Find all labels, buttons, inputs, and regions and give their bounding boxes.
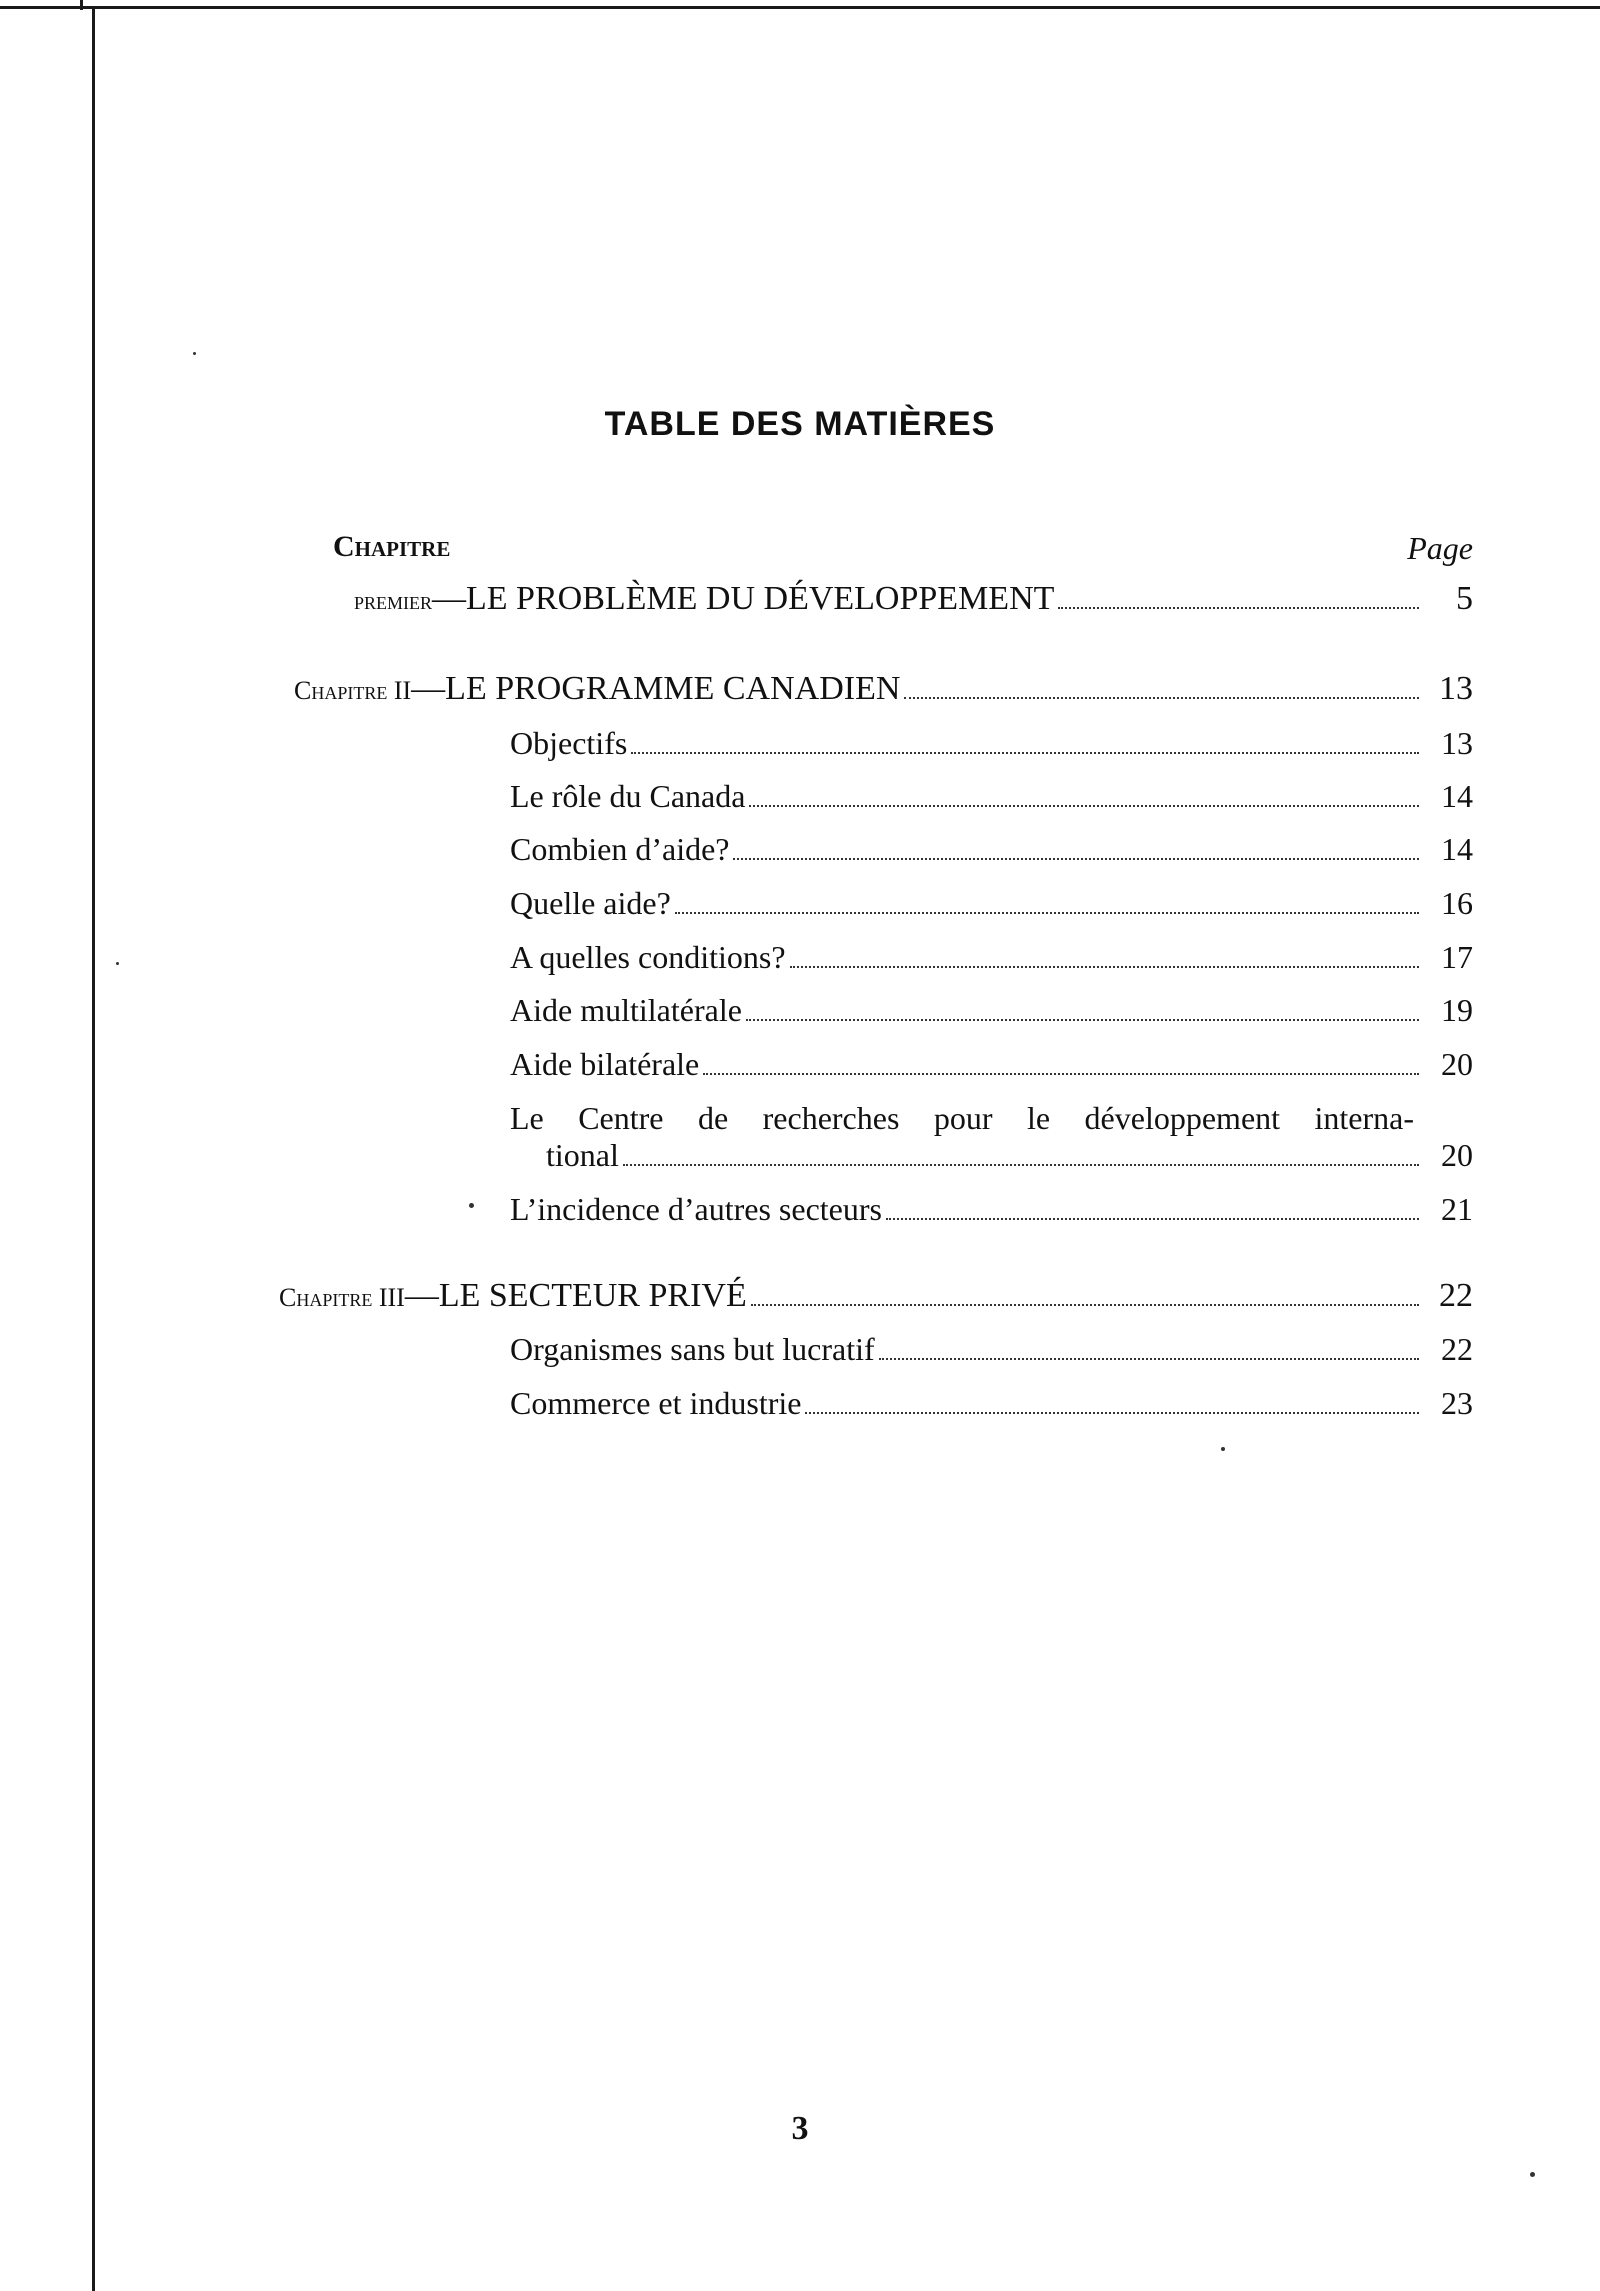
entry-label: Objectifs — [510, 725, 628, 761]
dot-leader — [703, 1073, 1419, 1075]
dot-leader — [623, 1164, 1419, 1166]
scan-mark — [80, 0, 101, 10]
entry-label: Combien d’aide? — [510, 831, 730, 867]
entry-label: Quelle aide? — [510, 885, 671, 921]
page-number: 22 — [1441, 1331, 1473, 1367]
scan-border-left — [92, 6, 95, 2291]
dot-leader — [904, 697, 1419, 699]
chapter-dash: — — [404, 1277, 439, 1314]
toc-entry-wrapped-line[interactable]: Le Centre de recherches pour le développement interna- — [510, 1100, 1414, 1136]
chapter-prefix: Chapitre III — [279, 1283, 405, 1312]
column-header-page: Page — [1407, 530, 1473, 566]
scan-speck — [116, 962, 119, 965]
chapter-dash: — — [432, 580, 467, 617]
entry-label: Aide bilatérale — [510, 1046, 700, 1082]
entry-label: Le rôle du Canada — [510, 778, 746, 814]
dot-leader — [805, 1412, 1419, 1414]
entry-label: A quelles conditions? — [510, 939, 786, 975]
toc-entry[interactable] — [510, 939, 1473, 976]
dot-leader — [733, 858, 1419, 860]
toc-entry[interactable] — [510, 1046, 1473, 1083]
toc-entry[interactable] — [510, 1331, 1473, 1368]
toc-entry[interactable] — [510, 992, 1473, 1029]
toc-entry[interactable] — [510, 885, 1473, 922]
chapter-prefix: Chapitre II — [294, 676, 412, 705]
chapter-title: LE SECTEUR PRIVÉ — [438, 1277, 747, 1314]
toc-entry[interactable] — [510, 778, 1473, 815]
page-number: 19 — [1441, 992, 1473, 1028]
toc-entry[interactable] — [510, 725, 1473, 762]
page-number: 13 — [1439, 670, 1473, 707]
toc-chapter-3[interactable] — [279, 1277, 1473, 1315]
page-number-folio: 3 — [791, 2110, 809, 2147]
scan-border-top — [0, 6, 1600, 9]
toc-entry[interactable] — [510, 1191, 1473, 1228]
page-number: 22 — [1439, 1277, 1473, 1314]
dot-leader — [746, 1019, 1419, 1021]
page-number: 16 — [1441, 885, 1473, 921]
page-number: 14 — [1441, 778, 1473, 814]
page-number: 20 — [1441, 1137, 1473, 1173]
dot-leader — [886, 1218, 1419, 1220]
entry-label: tional — [546, 1137, 619, 1173]
dot-leader — [790, 966, 1419, 968]
toc-chapter-2[interactable] — [294, 670, 1473, 708]
dot-leader — [1058, 607, 1419, 609]
chapter-title: LE PROBLÈME DU DÉVELOPPEMENT — [466, 580, 1055, 617]
scan-speck — [193, 352, 196, 355]
toc-entry[interactable] — [510, 831, 1473, 868]
page-number: 14 — [1441, 831, 1473, 867]
dot-leader — [749, 805, 1419, 807]
entry-label: Commerce et industrie — [510, 1385, 802, 1421]
page-number: 5 — [1456, 580, 1473, 617]
scan-speck — [469, 1203, 474, 1208]
chapter-prefix: premier — [354, 586, 433, 615]
page-number: 23 — [1441, 1385, 1473, 1421]
dot-leader — [631, 752, 1419, 754]
toc-entry[interactable] — [510, 1385, 1473, 1422]
toc-chapter-1[interactable] — [354, 580, 1473, 618]
chapter-title: LE PROGRAMME CANADIEN — [445, 670, 901, 707]
scan-speck — [1530, 2172, 1535, 2177]
dot-leader — [675, 912, 1419, 914]
dot-leader — [879, 1358, 1419, 1360]
page-title: TABLE DES MATIÈRES — [604, 405, 996, 443]
column-header-chapitre: Chapitre — [333, 530, 451, 563]
page-number: 21 — [1441, 1191, 1473, 1227]
chapter-dash: — — [411, 670, 446, 707]
scan-speck — [1221, 1447, 1225, 1451]
entry-label: L’incidence d’autres secteurs — [510, 1191, 882, 1227]
dot-leader — [751, 1304, 1419, 1306]
toc-entry-continuation[interactable] — [546, 1137, 1473, 1174]
page-number: 20 — [1441, 1046, 1473, 1082]
page-number: 13 — [1441, 725, 1473, 761]
entry-label: Aide multilatérale — [510, 992, 742, 1028]
entry-label: Organismes sans but lucratif — [510, 1331, 875, 1367]
page-number: 17 — [1441, 939, 1473, 975]
